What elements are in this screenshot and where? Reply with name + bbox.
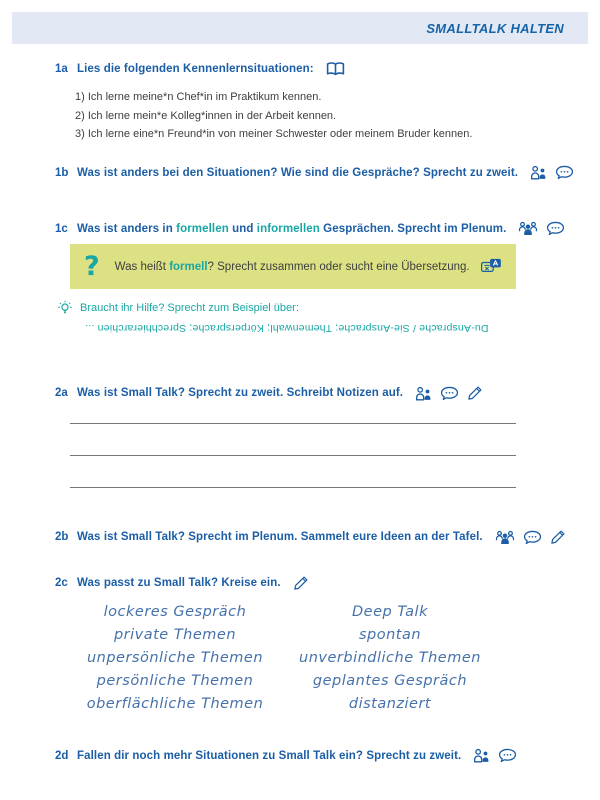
speech-bubble-icon [523, 530, 542, 545]
task-2a [55, 385, 483, 401]
highlight-term: formellen [176, 222, 229, 235]
circle-word: geplantes Gespräch [312, 673, 468, 689]
task-title: Was ist Small Talk? Sprecht im Plenum. Sammelt eure Ideen an der Tafel. [77, 531, 483, 543]
question-box [70, 244, 516, 289]
title-part: Gesprächen. Sprecht im Plenum. [319, 222, 507, 235]
task-2b [55, 529, 566, 545]
task-1b [55, 165, 574, 180]
speech-bubble-icon [546, 221, 565, 236]
lightbulb-icon [57, 300, 73, 316]
question-mark: ? [84, 251, 100, 282]
highlight-term: formell [169, 260, 208, 273]
task-number: 1c [55, 222, 68, 235]
task-number: 1a [55, 62, 68, 75]
highlight-term: informellen [256, 222, 320, 235]
note-line [70, 423, 516, 424]
task-number: 1b [55, 166, 69, 179]
list-item: 2) Ich lerne mein*e Kolleg*innen in der Arbeit kennen. [75, 109, 337, 122]
speech-bubble-icon [555, 165, 574, 180]
task-title: Fallen dir noch mehr Situationen zu Small Talk ein? Sprecht zu zweit. [77, 749, 462, 762]
group-icon [518, 221, 538, 236]
pair-icon [415, 386, 432, 401]
note-line [70, 455, 516, 456]
circle-word: oberflächliche Themen [86, 696, 264, 712]
flipped-answer-text: Du-Ansprache / Sie-Ansprache; Themenwahl; Körpersprache; Sprechhierarchien ... [85, 322, 489, 334]
note-line [70, 487, 516, 488]
task-title [77, 223, 506, 235]
book-icon [326, 61, 345, 76]
speech-bubble-icon [498, 748, 517, 763]
pair-icon [473, 748, 490, 763]
header-bar [12, 12, 588, 44]
pencil-icon [467, 385, 483, 401]
task-number: 2a [55, 387, 68, 399]
task-2c [55, 575, 309, 591]
circle-word: lockeres Gespräch [103, 604, 247, 620]
situation-list [75, 88, 472, 144]
list-item: 1) Ich lerne meine*n Chef*in im Praktikum kennen. [75, 91, 322, 103]
page-title: SMALLTALK HALTEN [426, 20, 564, 36]
circle-word: persönliche Themen [96, 673, 254, 689]
pair-icon [530, 165, 547, 180]
task-title: Lies die folgenden Kennenlernsituationen: [77, 62, 314, 75]
task-number: 2c [55, 577, 68, 589]
task-1a [55, 61, 345, 76]
hint-row [57, 300, 299, 316]
question-box-text [115, 261, 470, 273]
task-number: 2d [55, 749, 69, 762]
circle-word: spontan [358, 627, 422, 643]
text-part: Was heißt [114, 260, 170, 273]
task-title: Was passt zu Small Talk? Kreise ein. [77, 577, 281, 589]
group-icon [495, 530, 515, 545]
circle-word: private Themen [113, 627, 237, 643]
task-2d [55, 748, 517, 763]
circle-word: unverbindliche Themen [299, 650, 481, 666]
word-column-right [285, 601, 495, 716]
title-part: und [228, 222, 257, 235]
hint-text: Braucht ihr Hilfe? Sprecht zum Beispiel über: [80, 302, 299, 314]
list-item: 3) Ich lerne eine*n Freund*in von meiner Schwester oder meinem Bruder kennen. [75, 128, 473, 140]
speech-bubble-icon [440, 386, 459, 401]
text-part: ? Sprecht zusammen oder sucht eine Übersetzung. [207, 260, 470, 273]
translate-icon [480, 258, 502, 275]
circle-word: unpersönliche Themen [86, 650, 264, 666]
circle-word: Deep Talk [352, 604, 428, 620]
pencil-icon [550, 529, 566, 545]
word-column-left [70, 601, 280, 716]
task-title: Was ist anders bei den Situationen? Wie sind die Gespräche? Sprecht zu zweit. [77, 166, 519, 179]
task-number: 2b [55, 531, 69, 543]
task-1c [55, 221, 565, 236]
pencil-icon [293, 575, 309, 591]
circle-word: distanziert [348, 696, 432, 712]
title-part: Was ist anders in [77, 222, 177, 235]
task-title: Was ist Small Talk? Sprecht zu zweit. Schreibt Notizen auf. [77, 387, 404, 399]
